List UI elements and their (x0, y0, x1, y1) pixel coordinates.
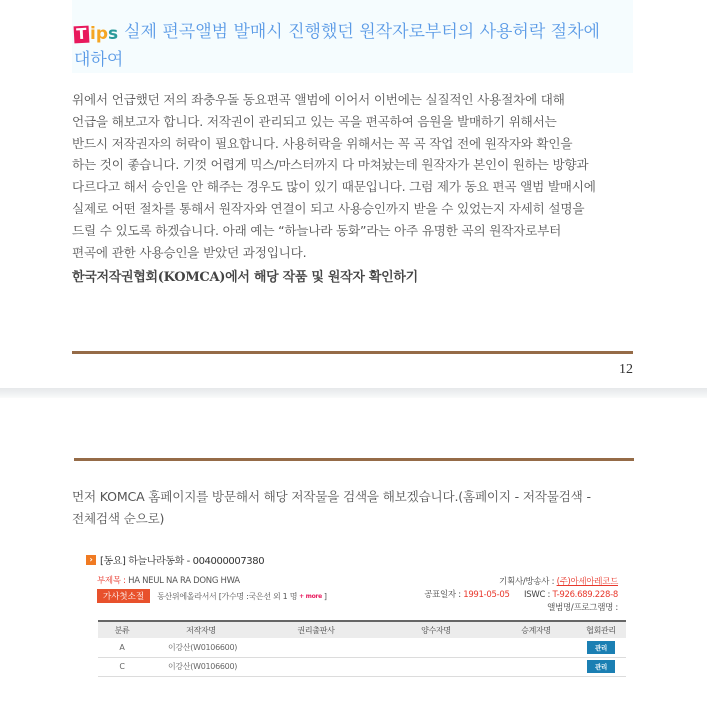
table-row (98, 638, 626, 657)
body-line: 편곡에 관한 사용승인을 받았던 과정입니다. (72, 244, 307, 260)
tips-heading (74, 18, 633, 74)
tips-box (72, 0, 633, 73)
cell-author: 이강산(W0106600) (146, 657, 256, 676)
lyric-badge: 가사첫소절 (97, 589, 150, 603)
table-header-row (98, 621, 626, 638)
intro-line: 먼저 KOMCA 홈페이지를 방문해서 해당 저작물을 검색을 해보겠습니다.(홈페이지 - 저작물검색 - (72, 489, 591, 504)
planner-link[interactable]: (주)아세아레코드 (556, 577, 618, 587)
intro-line: 전체검색 순으로) (72, 511, 165, 526)
col-successor: 승계자명 (496, 621, 576, 638)
col-author: 저작자명 (146, 621, 256, 638)
body-line: 실제로 어떤 절차를 통해서 원작자와 연결이 되고 사용승인까지 받을 수 있었는지 자세히 설명을 (72, 200, 585, 216)
col-assignee: 양수자명 (376, 621, 496, 638)
tips-logo-icon (74, 21, 118, 43)
page-separator (0, 388, 707, 398)
body-line: 언급을 해보고자 합니다. 저작권이 관리되고 있는 곡을 편곡하여 음원을 발매하기 위해서는 (72, 113, 557, 129)
body-line: 하는 것이 좋습니다. 기껏 어렵게 믹스/마스터까지 다 마쳐놨는데 원작자가 본인이 원하는 방향과 (72, 157, 589, 173)
date-iswc-row (424, 589, 618, 602)
cell-publisher (256, 638, 376, 657)
page-number: 12 (619, 362, 633, 377)
date-label: 공표일자 : (424, 590, 461, 600)
tips-logo-p: p (95, 24, 108, 44)
cell-publisher (256, 657, 376, 676)
section-heading: 한국저작권협회(KOMCA)에서 해당 작품 및 원작자 확인하기 (72, 270, 418, 285)
body-line: 위에서 언급했던 저의 좌충우돌 동요편곡 앨범에 이어서 이번에는 실질적인 사용절차에 대해 (72, 92, 565, 107)
tips-logo-i: i (90, 24, 96, 44)
body-line: 다르다고 해서 승인을 안 해주는 경우도 많이 있기 때문입니다. 그럼 제가 동요 편곡 앨범 발매시에 (72, 179, 596, 195)
subtitle-value: HA NEUL NA RA DONG HWA (128, 576, 240, 586)
header-divider (74, 458, 634, 461)
cell-successor (496, 657, 576, 676)
komca-search-result-screenshot (86, 552, 626, 671)
tips-logo-s: s (108, 24, 119, 44)
date-value: 1991-05-05 (463, 590, 510, 600)
tips-logo-t: T (74, 26, 90, 44)
tips-title-line2: 대하여 (74, 50, 124, 70)
planner-label: 기획사/방송사 : (499, 577, 555, 587)
cell-category: A (98, 638, 146, 657)
management-button[interactable]: 관리 (587, 641, 615, 654)
subtitle-label: 부제목 : (97, 576, 126, 586)
body-line: 반드시 저작권자의 허락이 필요합니다. 사용허락을 위해서는 꼭 곡 작업 전에 원작자와 확인을 (72, 135, 573, 151)
rights-holder-table (98, 620, 626, 677)
col-publisher: 권리출판사 (256, 621, 376, 638)
work-metadata (424, 576, 618, 615)
col-management: 협회관리 (576, 621, 626, 638)
cell-management (576, 638, 626, 657)
lyric-text: 동산위에올라서서 [가수명 :국은선 외 1 명 (157, 591, 298, 601)
album-label: 앨범명/프로그램명 : (547, 603, 618, 613)
arrow-right-icon: › (86, 555, 96, 565)
lyric-close: ] (323, 591, 327, 601)
cell-category: C (98, 657, 146, 676)
footer-divider (72, 351, 633, 354)
more-link[interactable]: + more (299, 592, 322, 600)
iswc-label: ISWC : (524, 590, 551, 600)
cell-successor (496, 638, 576, 657)
body-paragraph (72, 89, 642, 263)
iswc-value: T-926.689.228-8 (552, 590, 618, 600)
body-line: 드릴 수 있도록 하겠습니다. 아래 예는 “하늘나라 동화”라는 아주 유명한 곡의 원작자로부터 (72, 222, 562, 238)
cell-author: 이강산(W0106600) (146, 638, 256, 657)
intro-paragraph (72, 486, 672, 530)
planner-row (424, 576, 618, 589)
col-category: 분류 (98, 621, 146, 638)
cell-management (576, 657, 626, 676)
tips-title-line1: 실제 편곡앨범 발매시 진행했던 원작자로부터의 사용허락 절차에 (124, 22, 600, 42)
work-title-row (86, 552, 626, 567)
cell-assignee (376, 638, 496, 657)
table-row (98, 657, 626, 676)
cell-assignee (376, 657, 496, 676)
management-button[interactable]: 관리 (587, 660, 615, 673)
album-row (424, 602, 618, 615)
work-title: [동요] 하늘나라동화 - 004000007380 (100, 556, 265, 567)
